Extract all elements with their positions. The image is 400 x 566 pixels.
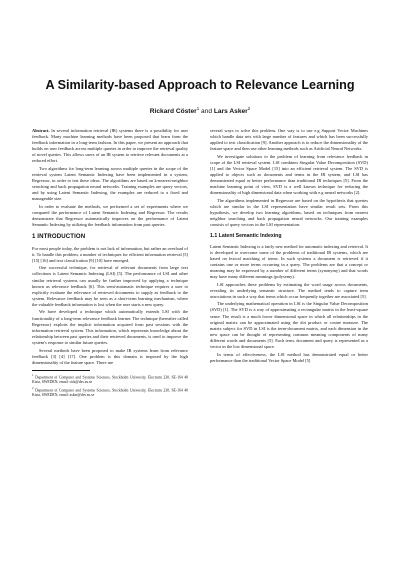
intro-paragraph-1: For most people today, the problem is not lack of information, but rather an overload of it. To handle this problem, a number of techniques for efficient information retrieval [5] [15] [16] and text classification [9] [10] have emerged. [32,245,188,263]
author-line [0,106,400,115]
intro-paragraph-3: We have developed a technique which automatically extends LSI with the functionality of a long-term relevance feedback learner. The technique (hereafter called Regressor) exploits the implicit information acquired from past sessions with the information retrieval system. This information, which represents knowledge about the relationship between past queries and their retrieved documents, is used to improve the system's response to similar future queries. [32,309,188,345]
lsi-paragraph-2: LSI approaches these problems by estimating the word usage across documents, revealing its underlying semantic structure. The method tends to capture term associations in such a way that terms which occur frequently together are associated [5]. [210,281,368,299]
footnote-1 [32,373,188,385]
intro-paragraph-2: One successful technique, for retrieval of relevant documents from large text collections is Latent Semantic Indexing (LSI) [5]. The performance of LSI and other similar retrieval systems can usually be further improved by applying a technique known as relevance feedback [6]. This semi-automatic technique requires a user to explicitly evaluate the relevance of retrieved documents to supply as feedback to the system. Relevance feedback may be seen as a short-term learning mechanism, where the valuable feedback information is lost when the user starts a new query. [32,265,188,307]
footnote-rule [32,370,90,371]
abstract-text-1: In several information retrieval (IR) systems there is a possibility for user feedback. Many machine learning methods have been proposed that learn from the feedback information in a long-term fashion. In this paper, we present an approach that builds on user feedback across multiple queries in order to improve the retrieval quality of novel queries. This allows users of an IR system to retrieve relevant documents at a reduced effort. [32,128,188,164]
author-2-footnote-mark: 2 [247,106,251,111]
right-paragraph-1: several ways to solve this problem. One way is to use e.g Support Vector Machines which handle data sets with large number of features and which has been successfully applied to text classification [9]. Another approach is to reduce the dimensionality of the feature space and then use other learning methods such as Artificial Neural Networks. [210,128,368,152]
author-1-footnote-mark: 1 [196,106,200,111]
subsection-heading-lsi: 1.1 Latent Semantic Indexing [210,233,282,240]
abstract-label: Abstract. [32,128,50,133]
footnote-2-text: Department of Computer and Systems Sciences, Stockholm University, Electrum 230, SE-164 40 Kista, SWEDEN, email: asker@dsv.su.se [32,387,188,397]
right-column [210,128,368,365]
author-1: Rickard Cöster [149,108,197,116]
abstract-paragraph [32,128,188,164]
lsi-paragraph-1: Latent Semantic Indexing is a fairly new method for automatic indexing and retrieval. It is developed to overcome some of the problems of traditional IR systems, which are based on lexical matching of terms. In such systems a document is retrieved if it contains one or more terms occurring in a query. The problems are that a concept or meaning may be expressed by a number of different terms (synonymy) and that words may have many different meanings (polysemy). [210,243,368,279]
footnote-1-text: Department of Computer and Systems Sciences, Stockholm University, Electrum 230, SE-164 40 Kista, SWEDEN, email: rick@dsv.su.se [32,375,188,384]
left-column [32,128,188,398]
right-paragraph-2: We investigate solutions to the problem of learning from relevance feedback in scope of the LSI retrieval system. LSI combines Singular Value Decomposition (SVD) [1] and the Vector Space Model [15] into an efficient retrieval system. The SVD is applied to objects such as documents and terms in the IR system, and LSI has demonstrated equal or better performance than traditional IR techniques [5]. From the machine learning point of view, SVD is a well known technique for reducing the dimensionality of high dimensional data when working with e.g neural networks [2]. [210,153,368,196]
footnote-1-mark: 1 [32,372,34,377]
footnote-2-mark: 2 [32,385,34,390]
section-heading-introduction: 1 INTRODUCTION [32,233,86,241]
paper-title: A Similarity-based Approach to Relevance Learning [45,78,355,92]
author-conjunction: and [201,108,213,116]
author-2: Lars Asker [213,108,248,116]
intro-paragraph-4: Several methods have been proposed to make IR systems learn from relevance feedback [3] [4] [17]. One problem is this domain is imposed by the high dimensionality of the feature space. There are [32,347,188,365]
abstract-text-2: Two algorithms for long-term learning across multiple queries in the scope of the retrieval system Latent Semantic Indexing have been implemented in a system, Regressor, in order to test these ideas. The algorithms are based on k-nearest-neighbor searching and back propagation neural networks. Training examples are query vectors, and by using Latent Semantic Indexing, the examples are reduced to a fixed and manageable size. [32,166,188,202]
right-paragraph-3: The algorithms implemented in Regressor are based on the hypothesis that queries which are similar in the LSI representation have similar result sets. From this hypothesis, we develop two learning algorithms, based on techniques from nearest neighbor searching and back propagation neural networks. Our training examples consists of query vectors in the LSI representation. [210,198,368,228]
lsi-paragraph-4: In terms of effectiveness, the LSI method has demonstrated equal or better performance than the traditional Vector Space Model [5] [210,351,368,363]
lsi-paragraph-3: The underlying mathematical operation in LSI is the Singular Value Decomposition (SVD) [1]. The SVD is a way of approximating a rectangular matrix in the least-square sense. The result is a much lower dimensional space in which all relationships in the original matrix can be approximated using the dot product or cosine measure. The matrix subject for SVD in LSI is the term-document matrix, and each dimension in the new space can be thought of representing common meaning components of many different words and documents [5]. Each term, document and query is represented as a vector in the low dimensional space. [210,301,368,349]
footnote-2 [32,386,188,398]
abstract-text-3: In order to evaluate the methods, we performed a set of experiments where we compared the performance of Latent Semantic Indexing and Regressor. The results demonstrate that Regressor automatically improves on the performance of Latent Semantic Indexing by utilizing the feedback information from past queries. [32,204,188,228]
